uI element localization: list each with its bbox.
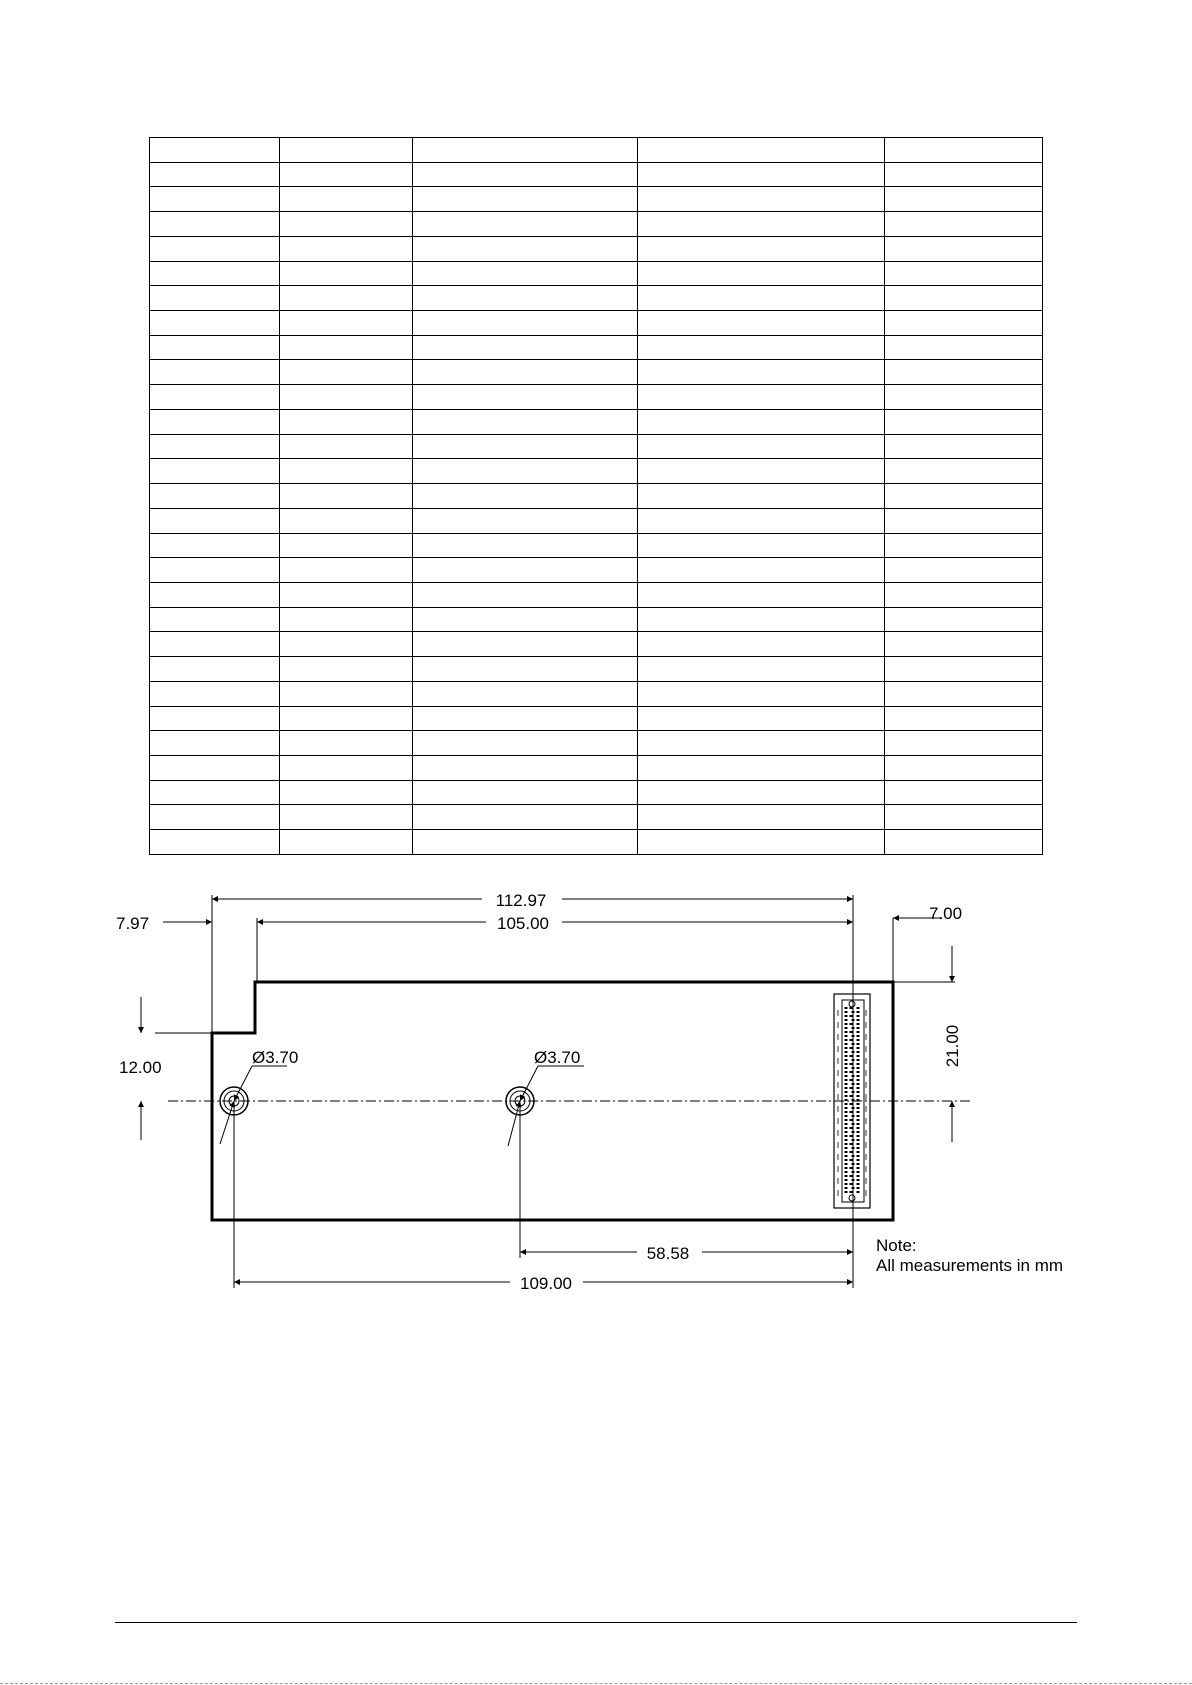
connector-pin: [850, 1175, 853, 1177]
connector-pin: [845, 1175, 848, 1177]
connector-pin: [852, 1075, 855, 1077]
connector-pin: [850, 1183, 853, 1185]
page-bottom-edge: [0, 1683, 1192, 1684]
connector-pin: [852, 1171, 855, 1173]
dim-hole-middle-diameter: Ø3.70: [534, 1048, 581, 1067]
connector-pin: [845, 1027, 848, 1029]
connector-pin: [857, 1135, 860, 1137]
connector-pin: [857, 1163, 860, 1165]
connector-pin: [857, 1031, 860, 1033]
dim-hole-to-top: 21.00: [943, 1024, 962, 1068]
connector-pin: [845, 1131, 848, 1133]
connector-pin: [845, 1159, 848, 1161]
connector-pin: [845, 1019, 848, 1021]
connector-pin: [845, 1119, 848, 1121]
connector-pin: [857, 1007, 860, 1009]
connector-pin: [845, 1043, 848, 1045]
connector-pin: [845, 1075, 848, 1077]
connector-pin: [852, 1115, 855, 1117]
connector-pin: [850, 1167, 853, 1169]
connector-pin: [857, 1107, 860, 1109]
connector-pin: [857, 1087, 860, 1089]
connector-pin: [845, 1183, 848, 1185]
connector-pin: [850, 1079, 853, 1081]
connector-pin: [845, 1095, 848, 1097]
connector-pin: [857, 1191, 860, 1193]
connector-pin: [852, 1027, 855, 1029]
connector-pin: [850, 1047, 853, 1049]
connector-pin: [857, 1151, 860, 1153]
connector-pin: [852, 1131, 855, 1133]
connector-pin: [845, 1155, 848, 1157]
connector-pin: [850, 1071, 853, 1073]
connector-pin: [845, 1191, 848, 1193]
connector-pin: [857, 1131, 860, 1133]
connector-pin: [852, 1019, 855, 1021]
connector-pin: [845, 1163, 848, 1165]
connector-pin: [857, 1051, 860, 1053]
connector-pin: [845, 1151, 848, 1153]
connector-pin: [857, 1023, 860, 1025]
connector-pin: [845, 1091, 848, 1093]
connector-pin: [850, 1111, 853, 1113]
connector-pin: [845, 1115, 848, 1117]
connector-pin: [857, 1091, 860, 1093]
connector-pin: [857, 1139, 860, 1141]
connector-pin: [845, 1147, 848, 1149]
connector-pin: [857, 1183, 860, 1185]
connector-pin: [857, 1155, 860, 1157]
dim-hole-spacing: 58.58: [646, 1244, 690, 1263]
connector-pin: [845, 1083, 848, 1085]
connector-pin: [857, 1147, 860, 1149]
connector-pin: [857, 1083, 860, 1085]
connector-pin: [857, 1119, 860, 1121]
connector-pin: [845, 1039, 848, 1041]
connector-pin: [857, 1055, 860, 1057]
connector-pin: [850, 1015, 853, 1017]
connector-pin: [850, 1023, 853, 1025]
connector-pin: [852, 1051, 855, 1053]
footer-rule: [115, 1622, 1077, 1623]
connector-pin: [852, 1083, 855, 1085]
connector-pin: [845, 1179, 848, 1181]
connector-pin: [845, 1071, 848, 1073]
connector-pin: [852, 1187, 855, 1189]
connector-pin: [852, 1147, 855, 1149]
connector-pin: [845, 1035, 848, 1037]
connector-pin: [852, 1011, 855, 1013]
dim-hole-to-connector: 109.00: [520, 1274, 572, 1293]
connector-pin: [845, 1135, 848, 1137]
connector-pin: [850, 1095, 853, 1097]
connector-pin: [857, 1019, 860, 1021]
connector-pin: [852, 1091, 855, 1093]
connector-pin: [850, 1191, 853, 1193]
connector-pin: [857, 1015, 860, 1017]
connector-pin: [845, 1011, 848, 1013]
connector-pin: [852, 1067, 855, 1069]
dim-step-offset: 7.97: [116, 914, 150, 933]
dim-main-length: 105.00: [497, 914, 549, 933]
connector-pin: [852, 1179, 855, 1181]
dim-connector-offset: 7.00: [929, 904, 963, 923]
dim-step-height: 12.00: [119, 1058, 162, 1077]
connector-pin: [857, 1039, 860, 1041]
connector-pin: [845, 1079, 848, 1081]
connector-pin: [857, 1099, 860, 1101]
connector-pin: [845, 1051, 848, 1053]
connector-pin: [857, 1035, 860, 1037]
connector-pin: [845, 1063, 848, 1065]
connector-pin: [852, 1035, 855, 1037]
connector-pin: [857, 1043, 860, 1045]
connector-pin: [857, 1167, 860, 1169]
dimension-lines: [141, 899, 952, 1282]
connector-pin: [845, 1139, 848, 1141]
connector-pin: [857, 1115, 860, 1117]
connector-pin: [852, 1155, 855, 1157]
connector-pin: [857, 1095, 860, 1097]
connector-pin: [845, 1047, 848, 1049]
connector-pin: [852, 1123, 855, 1125]
connector-pin: [857, 1103, 860, 1105]
connector-pin: [850, 1127, 853, 1129]
connector-pin: [850, 1119, 853, 1121]
note-title: Note:: [876, 1236, 917, 1255]
connector-pin: [850, 1151, 853, 1153]
connector-pin: [850, 1135, 853, 1137]
connector-pin: [857, 1027, 860, 1029]
connector-pin: [857, 1059, 860, 1061]
connector-pin: [845, 1167, 848, 1169]
connector-pin: [845, 1099, 848, 1101]
connector-pin: [857, 1123, 860, 1125]
connector-pin: [845, 1123, 848, 1125]
connector-pin: [857, 1159, 860, 1161]
connector-pin: [845, 1111, 848, 1113]
extension-lines: [155, 895, 955, 1288]
connector-pin: [852, 1107, 855, 1109]
connector-pin: [857, 1047, 860, 1049]
connector-pin: [857, 1075, 860, 1077]
connector-pin: [850, 1007, 853, 1009]
connector-pin: [845, 1187, 848, 1189]
connector-pin: [845, 1067, 848, 1069]
connector-pin: [852, 1043, 855, 1045]
connector-pin: [850, 1031, 853, 1033]
connector-pin: [850, 1055, 853, 1057]
connector-pin: [857, 1143, 860, 1145]
connector-pin: [850, 1103, 853, 1105]
connector-pin: [845, 1127, 848, 1129]
connector-pin: [850, 1143, 853, 1145]
connector-pin: [845, 1059, 848, 1061]
connector-pin: [845, 1171, 848, 1173]
connector-pin: [845, 1103, 848, 1105]
connector-pin: [852, 1099, 855, 1101]
connector-pin: [852, 1163, 855, 1165]
connector-pin: [857, 1111, 860, 1113]
connector-pin: [857, 1175, 860, 1177]
connector-pin: [850, 1087, 853, 1089]
connector-pin: [857, 1063, 860, 1065]
connector-pin: [857, 1179, 860, 1181]
connector-pin: [852, 1139, 855, 1141]
note-text: All measurements in mm: [876, 1256, 1064, 1275]
connector-pin: [857, 1171, 860, 1173]
connector-pin: [845, 1007, 848, 1009]
connector-pin: [857, 1071, 860, 1073]
dim-hole-left-diameter: Ø3.70: [252, 1048, 299, 1067]
connector-pin: [850, 1159, 853, 1161]
connector-pin: [857, 1127, 860, 1129]
dim-overall-length: 112.97: [495, 891, 547, 910]
connector-pin: [845, 1031, 848, 1033]
connector-pin: [850, 1063, 853, 1065]
connector-pin: [857, 1079, 860, 1081]
connector-pin: [845, 1015, 848, 1017]
connector-pin: [857, 1011, 860, 1013]
connector-pin: [857, 1187, 860, 1189]
connector-pin: [845, 1087, 848, 1089]
connector-pin: [857, 1067, 860, 1069]
connector-pin: [845, 1023, 848, 1025]
connector-pin: [845, 1055, 848, 1057]
connector-pin: [845, 1143, 848, 1145]
connector-pin: [845, 1107, 848, 1109]
connector-pin: [852, 1059, 855, 1061]
connector-pin: [850, 1039, 853, 1041]
